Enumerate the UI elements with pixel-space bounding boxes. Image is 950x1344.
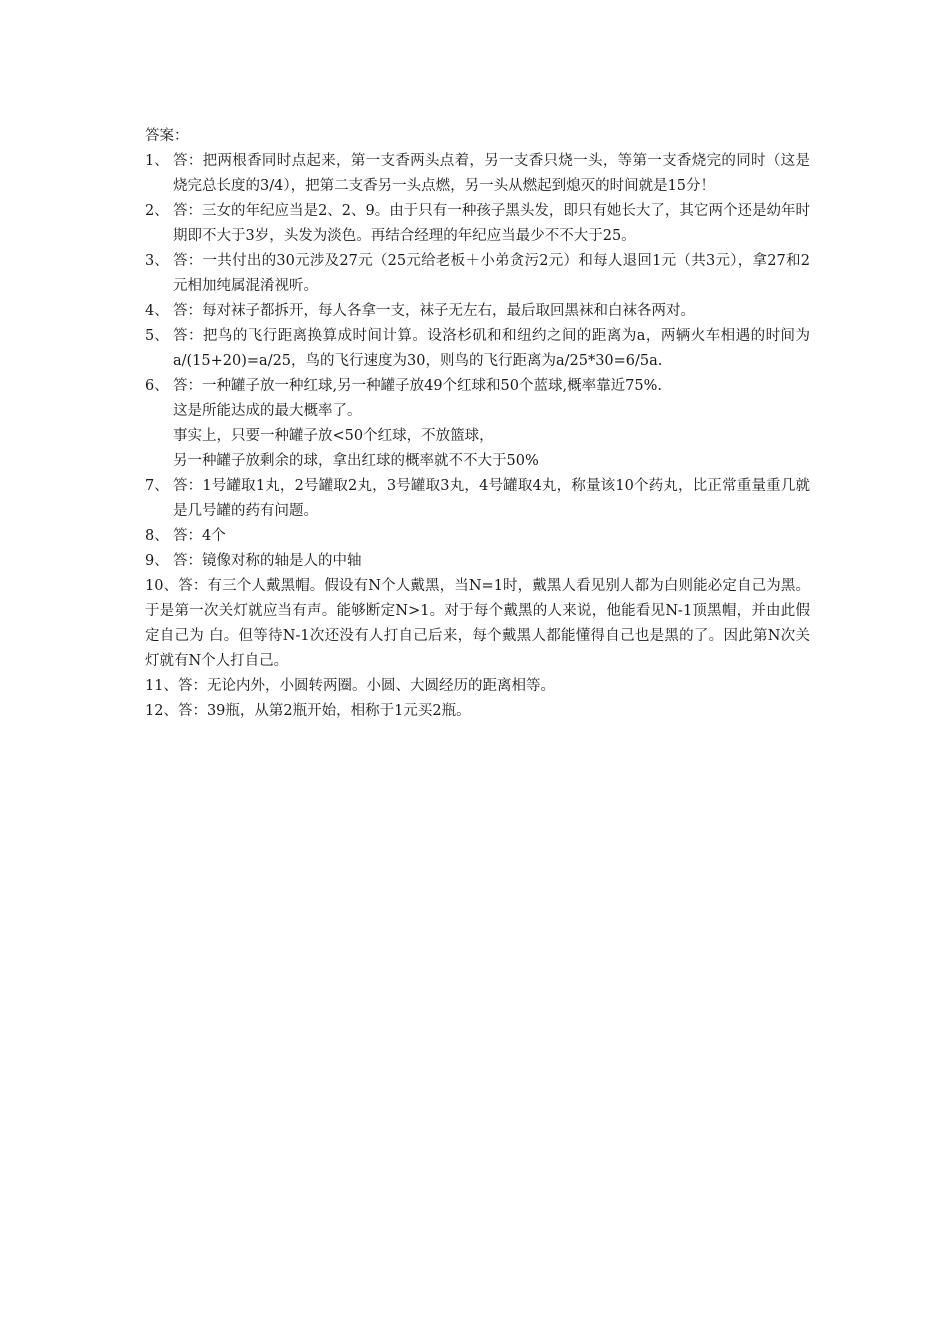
answer-number: 3、: [145, 253, 169, 269]
answer-item-9: [145, 549, 810, 574]
answer-text: 答：1号罐取1丸，2号罐取2丸，3号罐取3丸，4号罐取4丸，称量该10个药丸，比正常重量重几就是几号罐的药有问题。: [173, 478, 810, 519]
answer-number: 9、: [145, 553, 169, 569]
answer-item-10: [145, 574, 810, 674]
answer-item-8: [145, 524, 810, 549]
answer-text: 答：三女的年纪应当是2、2、9。由于只有一种孩子黑头发，即只有她长大了，其它两个还是幼年时期即不大于3岁，头发为淡色。再结合经理的年纪应当最少不不大于25。: [173, 203, 810, 244]
answer-text: 答：4个: [173, 528, 226, 544]
answer-number: 4、: [145, 303, 169, 319]
answer-item-11: [145, 674, 810, 699]
answer-item-6: [145, 374, 810, 474]
answer-item-1: [145, 149, 810, 199]
answer-item-5: [145, 324, 810, 374]
answer-text: 答：有三个人戴黑帽。假设有N个人戴黑，当N=1时，戴黑人看见别人都为白则能必定自己为黑。于是第一次关灯就应当有声。能够断定N>1。对于每个戴黑的人来说，他能看见N-1顶黑帽，并由此假定自己为 白。但等待N-1次还没有人打自己后来，每个戴黑人都能懂得自己也是黑的了。因此第N次关灯就有N个人打自己。: [145, 578, 810, 669]
answer-number: 1、: [145, 153, 169, 169]
answer-item-3: [145, 249, 810, 299]
answer-item-7: [145, 474, 810, 524]
answer-number: 5、: [145, 328, 169, 344]
answer-item-2: [145, 199, 810, 249]
answer-text: 答：每对袜子都拆开，每人各拿一支，袜子无左右，最后取回黑袜和白袜各两对。: [173, 303, 695, 319]
answer-text: 答：把鸟的飞行距离换算成时间计算。设洛杉矶和和纽约之间的距离为a，两辆火车相遇的时间为a/(15+20)=a/25，鸟的飞行速度为30，则鸟的飞行距离为a/25*30=6/5a.: [173, 328, 810, 369]
answer-continuation: 另一种罐子放剩余的球，拿出红球的概率就不不大于50%: [173, 453, 539, 469]
answer-text: 答：一种罐子放一种红球,另一种罐子放49个红球和50个蓝球,概率靠近75%.: [173, 378, 662, 394]
answer-number: 10、: [145, 578, 179, 594]
answer-item-12: [145, 699, 810, 724]
answer-text: 答：39瓶，从第2瓶开始，相称于1元买2瓶。: [177, 703, 471, 719]
answer-text: 答：镜像对称的轴是人的中轴: [173, 553, 362, 569]
answer-number: 8、: [145, 528, 169, 544]
answer-number: 12、: [145, 703, 178, 719]
answer-text: 答：一共付出的30元涉及27元（25元给老板＋小弟贪污2元）和每人退回1元（共3元），拿27和2元相加纯属混淆视听。: [173, 253, 810, 294]
answers-heading: 答案：: [145, 128, 189, 144]
answer-number: 6、: [145, 378, 169, 394]
answer-continuation: 事实上，只要一种罐子放<50个红球，不放篮球，: [173, 428, 494, 444]
answer-text: 答：把两根香同时点起来，第一支香两头点着，另一支香只烧一头，等第一支香烧完的同时（这是烧完总长度的3/4），把第二支香另一头点燃，另一头从燃起到熄灭的时间就是15分！: [173, 153, 810, 194]
answer-item-4: [145, 299, 810, 324]
answer-number: 11、: [145, 678, 178, 694]
answer-continuation: 这是所能达成的最大概率了。: [173, 403, 362, 419]
answers-section: [145, 124, 810, 724]
answer-number: 2、: [145, 203, 169, 219]
answer-number: 7、: [145, 478, 169, 494]
answer-text: 答：无论内外，小圆转两圈。小圆、大圆经历的距离相等。: [177, 678, 555, 694]
